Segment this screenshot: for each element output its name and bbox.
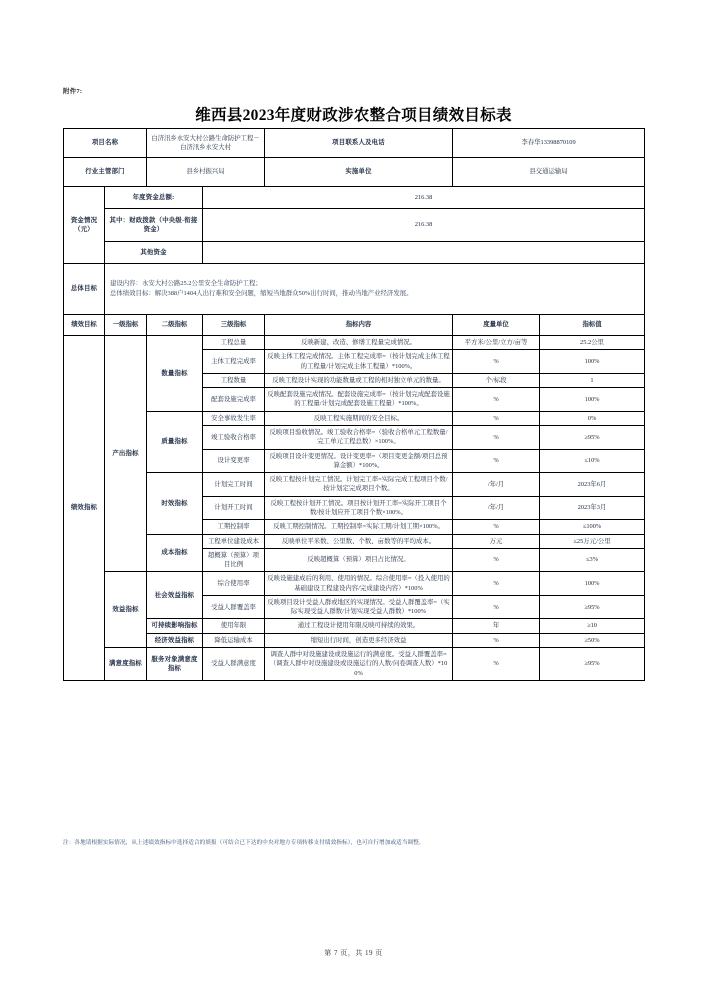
perf-content-0-1-2: 反映项目设计变更情况。设计变更率=（项目变更金额/项目总预算金额）*100%。 — [265, 449, 453, 473]
perf-level2-1-2: 经济效益指标 — [147, 633, 203, 647]
perf-unit-0-3-0: 万元 — [453, 534, 540, 548]
perf-value-0-1-0: 0% — [540, 411, 645, 425]
perf-level3-2-0-0: 受益人群满意度 — [203, 648, 265, 681]
overall-goal-line1: 建设内容：永安大村公路25.2公里安全生命防护工程； — [110, 279, 262, 287]
perf-level3-0-3-0: 工程单位建设成本 — [203, 534, 265, 548]
perf-value-0-3-1: ≤3% — [540, 548, 645, 572]
header-level2: 二级指标 — [147, 315, 203, 336]
page-footer: 第 7 页，共 19 页 — [324, 949, 383, 957]
overall-goal-cell — [105, 264, 645, 315]
perf-level2-0-3: 成本指标 — [147, 534, 203, 572]
implementer-value: 县交通运输局 — [453, 158, 645, 187]
perf-content-0-2-0: 反映工程按计划完工情况。计划完工率=实际完成工程项目个数/按计划定完成项目个数。 — [265, 473, 453, 497]
perf-value-1-2-0: ≥50% — [540, 633, 645, 647]
overall-goal-label: 总体目标 — [64, 264, 105, 315]
table-row-department — [64, 158, 645, 187]
perf-unit-0-0-0: 平方米/公里/立方/亩等 — [453, 336, 540, 350]
perf-unit-0-1-2: % — [453, 449, 540, 473]
attachment-label: 附件7: — [63, 88, 83, 95]
perf-value-0-2-1: 2023年3月 — [540, 496, 645, 520]
department-label: 行业主管部门 — [64, 158, 147, 187]
perf-content-1-0-0: 反映设施建成后的利用、使用的情况。综合使用率=（投入使用的基础建设工程建设内容/完成建设内容）*100% — [265, 572, 453, 596]
perf-level2-1-0: 社会效益指标 — [147, 572, 203, 619]
perf-content-0-3-0: 反映单位平米数、公里数、个数、亩数等的平均成本。 — [265, 534, 453, 548]
perf-value-1-0-1: ≥95% — [540, 595, 645, 619]
perf-content-0-1-0: 反映工程实施期间的安全目标。 — [265, 411, 453, 425]
header-unit: 度量单位 — [453, 315, 540, 336]
table-row — [64, 534, 645, 548]
perf-level3-1-1-0: 使用年限 — [203, 619, 265, 633]
perf-level3-1-2-0: 降低运输成本 — [203, 633, 265, 647]
perf-unit-0-0-1: % — [453, 350, 540, 374]
perf-level2-1-1: 可持续影响指标 — [147, 619, 203, 633]
perf-content-0-0-3: 反映配套设施完成情况。配套设施完成率=（按计划完成配套设施的工程量/计划完成配套设施工程量）*100%。 — [265, 388, 453, 412]
perf-level3-0-2-2: 工期控制率 — [203, 520, 265, 534]
perf-content-0-2-1: 反映工程按计划开工情况。项目按计划开工率=实际开工项目个数/按计划应开工项目个数×100%。 — [265, 496, 453, 520]
perf-unit-1-2-0: % — [453, 633, 540, 647]
perf-level3-0-1-2: 设计变更率 — [203, 449, 265, 473]
overall-goal-line2: 总体绩效目标：解决388户1404人出行难和安全问题，缩短当地群众50%出行时间，推动当地产业经济发展。 — [110, 290, 413, 297]
table-row — [64, 572, 645, 596]
perf-value-0-0-3: 100% — [540, 388, 645, 412]
implementer-label: 实施单位 — [265, 158, 453, 187]
table-row-funding-total — [64, 187, 645, 209]
header-value: 指标值 — [540, 315, 645, 336]
perf-content-2-0-0: 调查人群中对设施建设或设施运行的满意度。受益人群覆盖率=（调查人群中对设施建设或设施运行的人数/问卷调查人数）*100% — [265, 648, 453, 681]
table-row — [64, 648, 645, 681]
perf-unit-0-3-1: % — [453, 548, 540, 572]
perf-level3-0-0-2: 工程数量 — [203, 373, 265, 387]
header-perf-goal: 绩效目标 — [64, 315, 105, 336]
perf-level3-1-0-1: 受益人群覆盖率 — [203, 595, 265, 619]
table-row — [64, 411, 645, 425]
header-level1: 一级指标 — [105, 315, 147, 336]
perf-unit-0-0-3: % — [453, 388, 540, 412]
perf-level2-0-1: 质量指标 — [147, 411, 203, 472]
perf-content-0-0-0: 反映新建、改造、修缮工程量完成情况。 — [265, 336, 453, 350]
header-content: 指标内容 — [265, 315, 453, 336]
table-row — [64, 619, 645, 633]
perf-level3-0-0-3: 配套设施完成率 — [203, 388, 265, 412]
perf-unit-1-0-1: % — [453, 595, 540, 619]
perf-unit-0-2-2: % — [453, 520, 540, 534]
perf-unit-0-2-1: /年/月 — [453, 496, 540, 520]
funding-row-value-1: 216.38 — [203, 209, 645, 242]
perf-content-1-1-0: 通过工程设计使用年限反映可持续的效果。 — [265, 619, 453, 633]
perf-content-0-2-2: 反映工期控制情况。工期控制率=实际工期/计划工期×100%。 — [265, 520, 453, 534]
header-level3: 三级指标 — [203, 315, 265, 336]
funding-label: 资金情况（元） — [64, 187, 105, 264]
table-row-funding-other — [64, 242, 645, 264]
funding-row-name-2: 其他资金 — [105, 242, 203, 264]
page-title: 维西县2023年度财政涉农整合项目绩效目标表 — [195, 107, 512, 124]
funding-row-value-2 — [203, 242, 645, 264]
project-name-value: 白济汛乡永安大村公路生命防护工程－白济汛乡永安大村 — [147, 129, 265, 158]
project-name-label: 项目名称 — [64, 129, 147, 158]
perf-unit-0-2-0: /年/月 — [453, 473, 540, 497]
perf-value-0-0-1: 100% — [540, 350, 645, 374]
perf-value-0-1-2: ≤10% — [540, 449, 645, 473]
department-value: 县乡村振兴局 — [147, 158, 265, 187]
perf-unit-0-0-2: 个/标段 — [453, 373, 540, 387]
perf-content-1-2-0: 缩短出行时间，创造更多经济效益 — [265, 633, 453, 647]
perf-level3-0-2-1: 计划开工时间 — [203, 496, 265, 520]
perf-level2-0-2: 时效指标 — [147, 473, 203, 534]
perf-value-1-0-0: 100% — [540, 572, 645, 596]
perf-content-0-0-2: 反映工程设计实现的功能数量或工程的相对独立单元的数量。 — [265, 373, 453, 387]
perf-value-0-3-0: ≤25万元/公里 — [540, 534, 645, 548]
perf-level3-0-3-1: 超概算（预算）项目比例 — [203, 548, 265, 572]
perf-level3-0-0-1: 主体工程完成率 — [203, 350, 265, 374]
perf-level3-0-2-0: 计划完工时间 — [203, 473, 265, 497]
funding-row-name-0: 年度资金总额: — [105, 187, 203, 209]
table-body — [64, 129, 645, 681]
perf-content-0-0-1: 反映主体工程完成情况。主体工程完成率=（按计划完成主体工程的工程量/计划完成主体工程量）*100%。 — [265, 350, 453, 374]
perf-level1-0: 产出指标 — [105, 336, 147, 572]
perf-value-0-2-0: 2023年6月 — [540, 473, 645, 497]
perf-level2-2-0: 服务对象满意度指标 — [147, 648, 203, 681]
perf-unit-2-0-0: % — [453, 648, 540, 681]
perf-value-0-1-1: ≥95% — [540, 425, 645, 449]
perf-level3-0-1-0: 安全事故发生率 — [203, 411, 265, 425]
perf-content-0-3-1: 反映超概算（预算）项目占比情况。 — [265, 548, 453, 572]
table-row — [64, 336, 645, 350]
perf-value-1-1-0: ≥10 — [540, 619, 645, 633]
perf-content-1-0-1: 反映项目设计受益人群或地区的实现情况。受益人群覆盖率=（实际实现受益人群数/计划实现受益人群数）*100% — [265, 595, 453, 619]
perf-unit-0-1-1: % — [453, 425, 540, 449]
table-row — [64, 473, 645, 497]
perf-level2-0-0: 数量指标 — [147, 336, 203, 412]
perf-level3-0-0-0: 工程总量 — [203, 336, 265, 350]
funding-row-name-1: 其中：财政拨款（中央级-衔接资金） — [105, 209, 203, 242]
table-row — [64, 633, 645, 647]
table-row-project-info — [64, 129, 645, 158]
perf-level1-2: 满意度指标 — [105, 648, 147, 681]
perf-level3-0-1-1: 竣工验收合格率 — [203, 425, 265, 449]
funding-row-value-0: 216.38 — [203, 187, 645, 209]
contact-value: 李春华13398870109 — [453, 129, 645, 158]
perf-level1-1: 效益指标 — [105, 572, 147, 648]
performance-target-table — [63, 128, 645, 681]
table-row-overall-goal — [64, 264, 645, 315]
perf-value-2-0-0: ≥95% — [540, 648, 645, 681]
perf-unit-0-1-0: % — [453, 411, 540, 425]
perf-unit-1-0-0: % — [453, 572, 540, 596]
perf-unit-1-1-0: 年 — [453, 619, 540, 633]
footnote: 注：各地请根据实际情况，从上述绩效指标中选择适合的填报（可结合已下达的中央对地方专项转移支付绩效指标），也可自行增加或适当调整。 — [63, 840, 425, 846]
perf-value-0-2-2: ≤100% — [540, 520, 645, 534]
perf-value-0-0-0: 25.2公里 — [540, 336, 645, 350]
table-header-row — [64, 315, 645, 336]
perf-value-0-0-2: 1 — [540, 373, 645, 387]
perf-content-0-1-1: 反映项目验收情况。竣工验收合格率=（验收合格单元工程数量/完工单元工程总数）×100%。 — [265, 425, 453, 449]
perf-root-label: 绩效指标 — [64, 336, 105, 681]
table-row-funding-fiscal — [64, 209, 645, 242]
contact-label: 项目联系人及电话 — [265, 129, 453, 158]
perf-level3-1-0-0: 综合使用率 — [203, 572, 265, 596]
